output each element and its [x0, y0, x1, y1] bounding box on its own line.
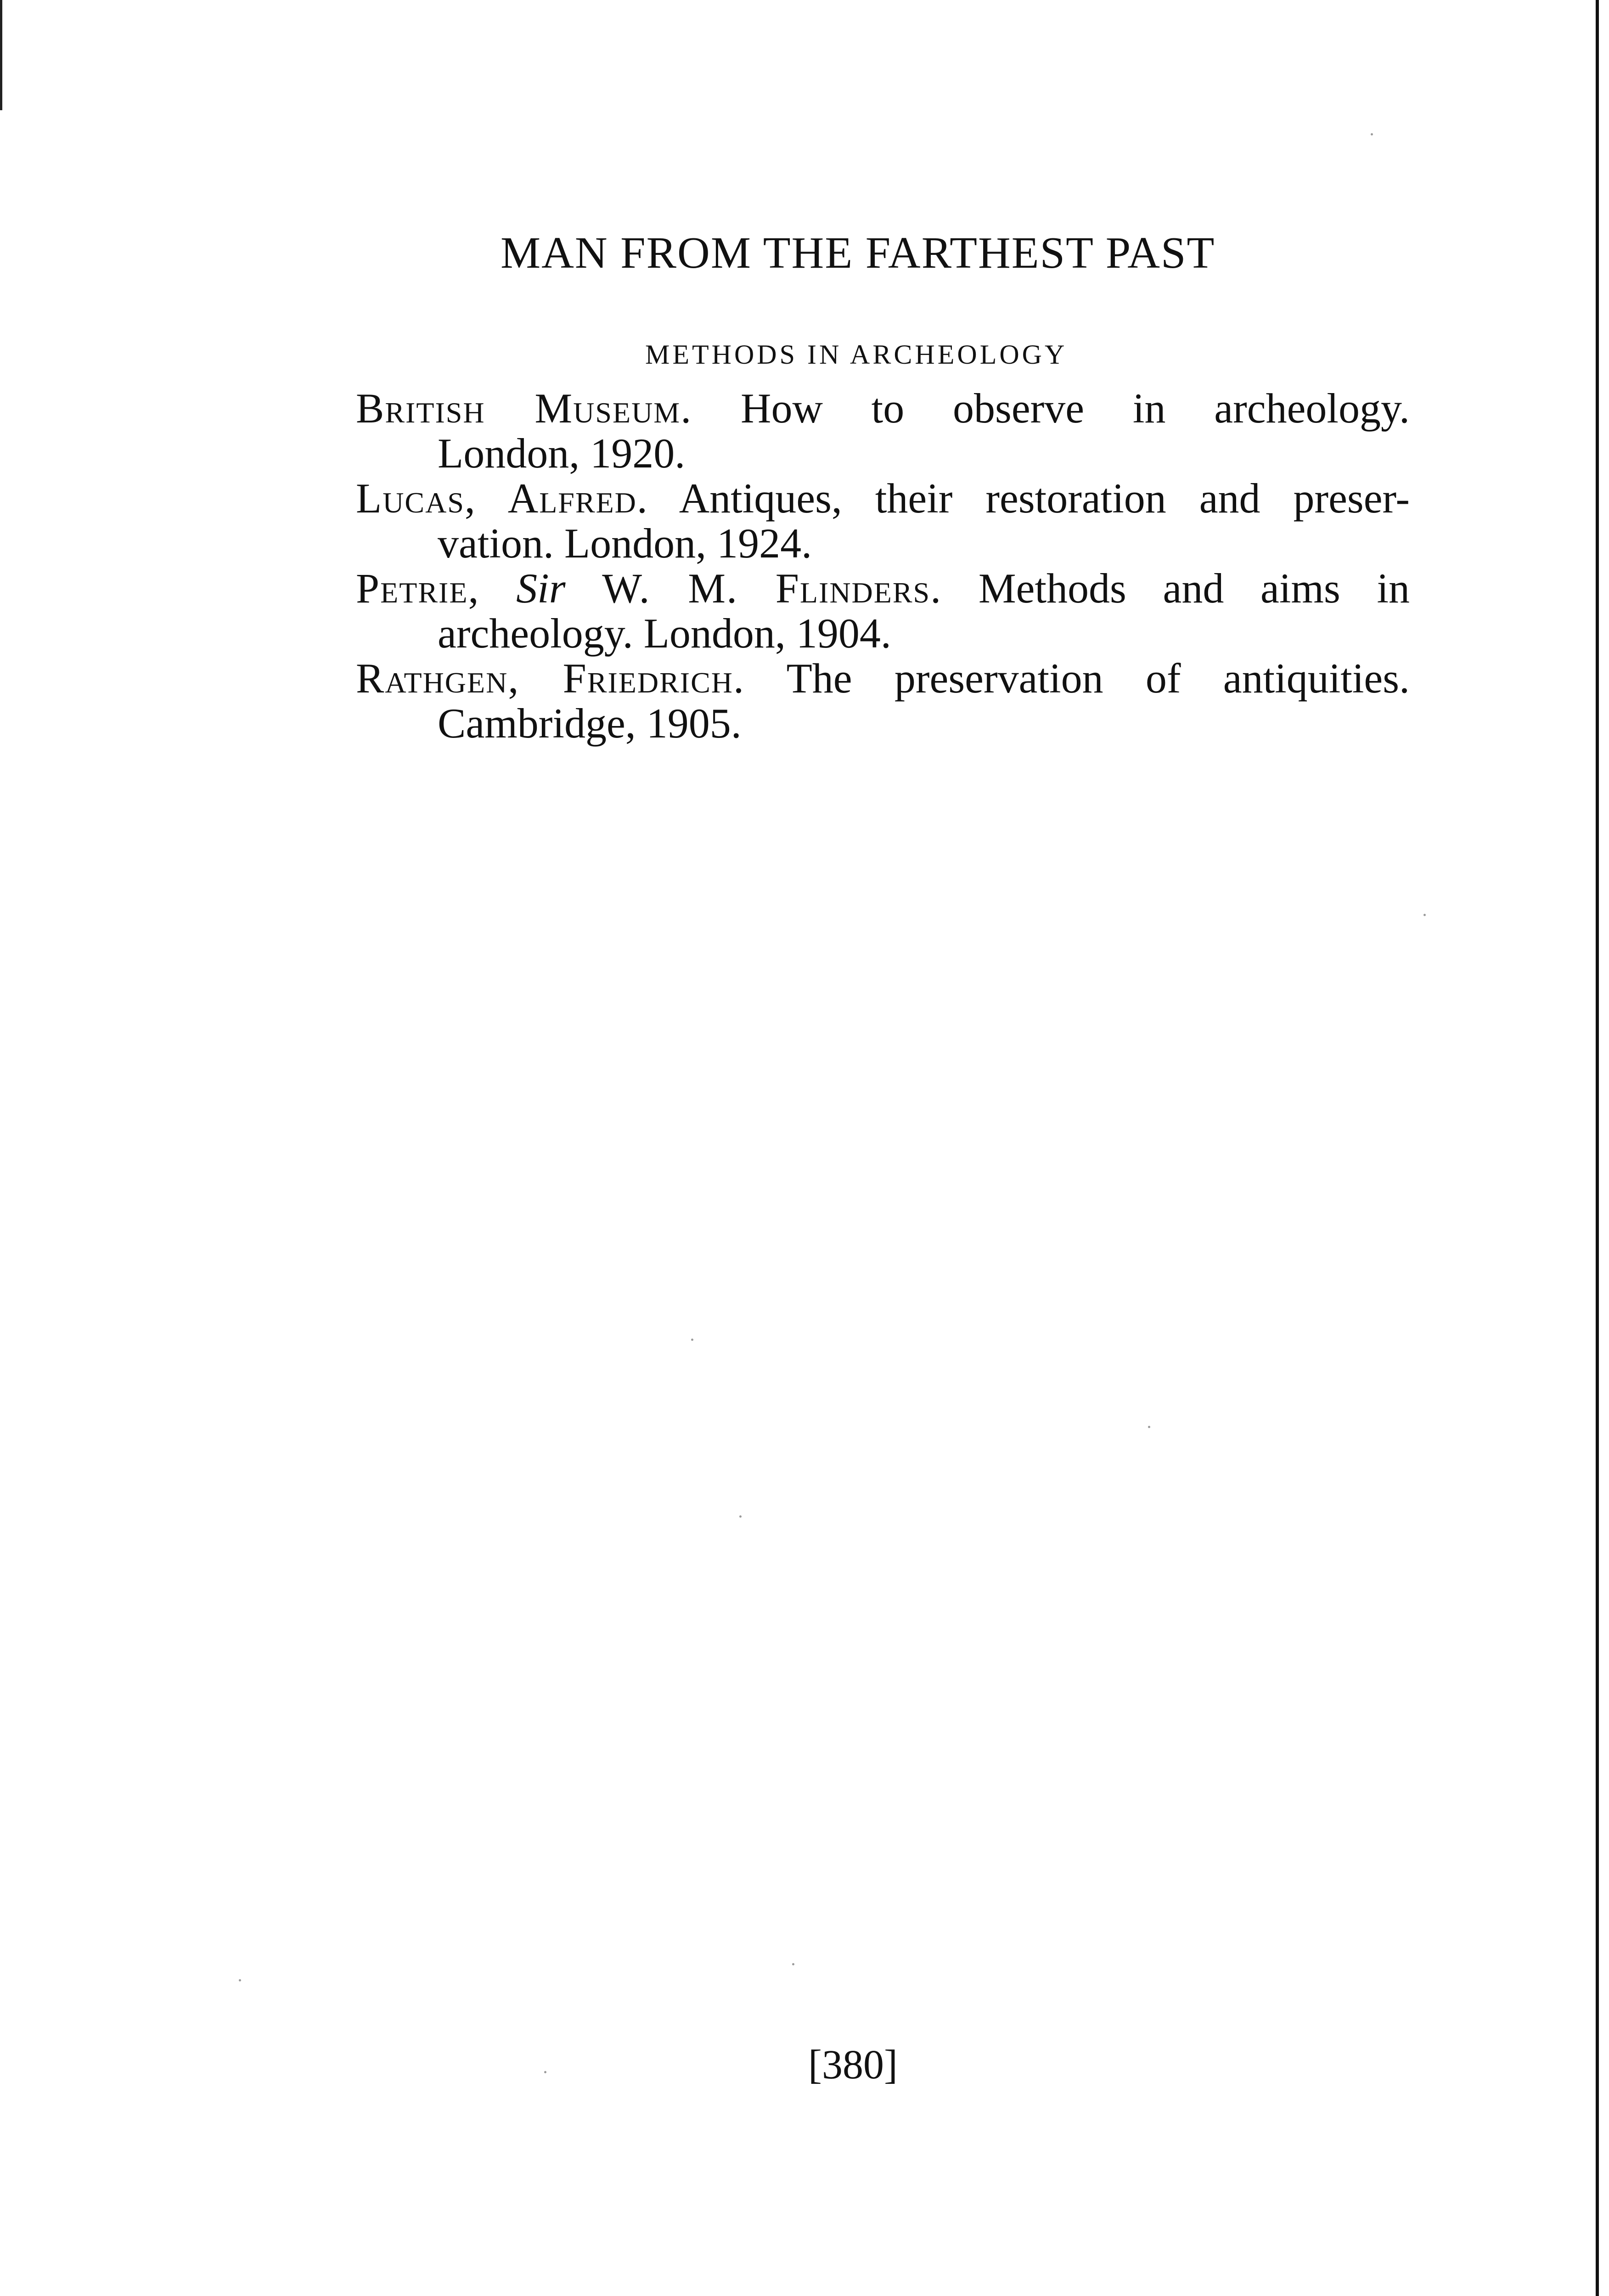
paper-speck: [1423, 914, 1426, 916]
running-head: MAN FROM THE FARTHEST PAST: [501, 228, 1215, 278]
paper-speck: [544, 2071, 546, 2073]
entry-first-line: [356, 385, 1410, 432]
bibliography-entry: [356, 386, 1410, 476]
bibliography-entry: [356, 656, 1410, 746]
entry-author: Rathgen, Friedrich.: [356, 655, 745, 702]
paper-speck: [792, 1963, 794, 1965]
entry-first-line: [356, 655, 1410, 702]
entry-title: Methods and aims in: [978, 565, 1410, 612]
paper-speck: [239, 1979, 241, 1981]
left-edge-mark: [0, 0, 2, 110]
bibliography-list: [356, 386, 1410, 746]
bibliography-entry: [356, 476, 1410, 566]
right-page-edge: [1596, 0, 1599, 2296]
entry-continuation: Cambridge, 1905.: [438, 700, 742, 747]
paper-speck: [691, 1339, 693, 1341]
page-number: [380]: [808, 2042, 898, 2088]
bibliography-entry: [356, 566, 1410, 656]
paper-speck: [1148, 1426, 1150, 1428]
entry-author-given: W. M. Flinders.: [602, 565, 942, 612]
entry-author-title: Sir: [516, 565, 566, 612]
paper-speck: [739, 1515, 742, 1518]
entry-title: The preservation of antiquities.: [786, 655, 1410, 702]
entry-continuation: London, 1920.: [438, 430, 686, 477]
paper-speck: [1371, 133, 1373, 135]
entry-author: British Museum.: [356, 385, 692, 432]
entry-title: Antiques, their restoration and preser-: [679, 475, 1410, 522]
entry-first-line: [356, 475, 1410, 522]
entry-author-surname: Petrie,: [356, 565, 480, 612]
entry-first-line: [356, 565, 1410, 612]
section-heading: METHODS IN ARCHEOLOGY: [645, 339, 1068, 370]
entry-continuation: archeology. London, 1904.: [438, 610, 891, 657]
entry-continuation: vation. London, 1924.: [438, 520, 812, 567]
entry-title: How to observe in archeology.: [741, 385, 1410, 432]
entry-author: Lucas, Alfred.: [356, 475, 648, 522]
